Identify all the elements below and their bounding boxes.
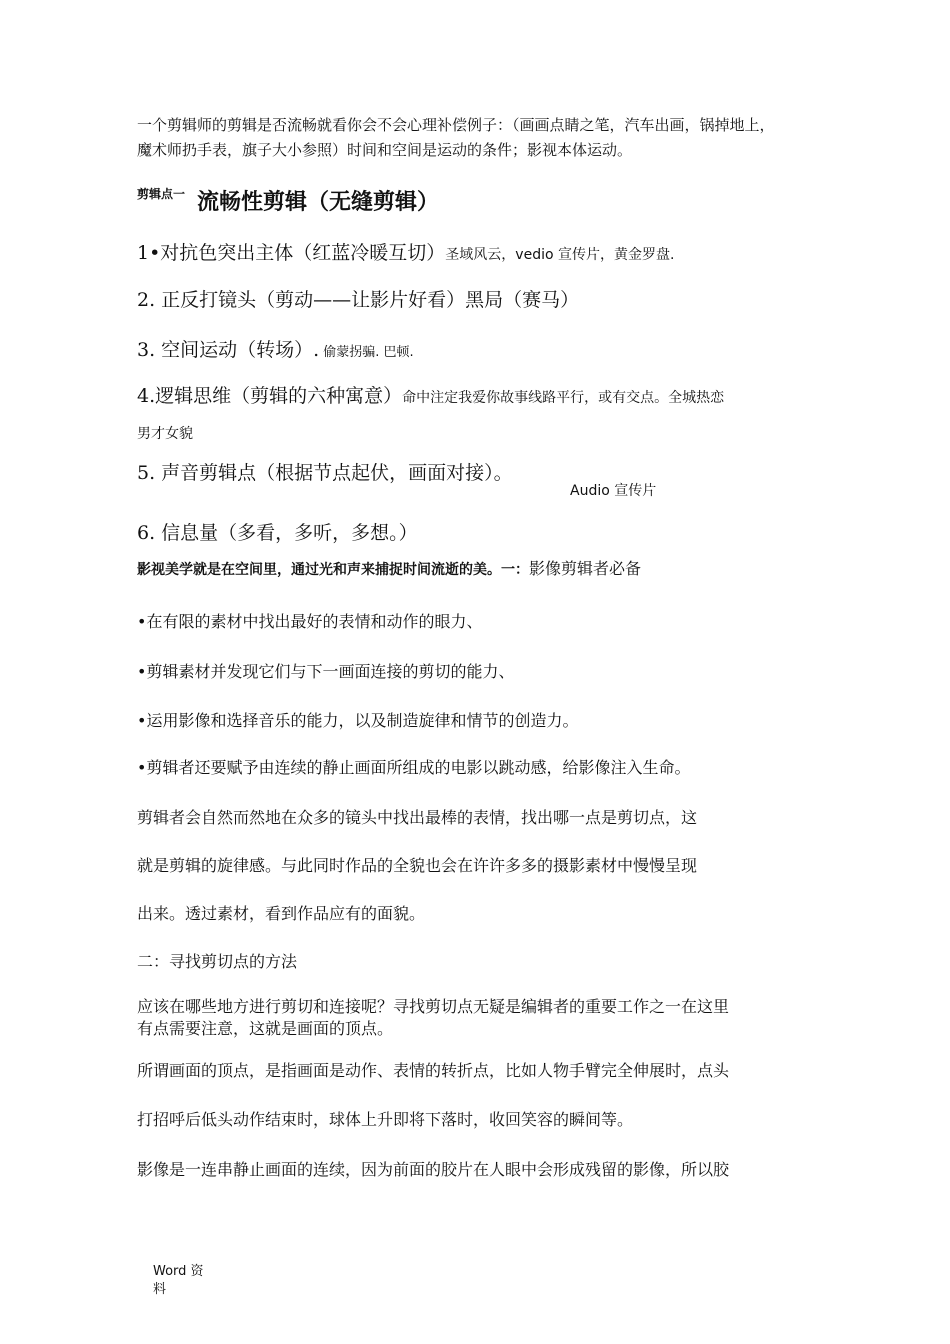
paragraph-line: 影像是一连串静止画面的连续，因为前面的胶片在人眼中会形成残留的影像，所以胶 [137,1160,730,1179]
paragraph-line: 剪辑者会自然而然地在众多的镜头中找出最棒的表情，找出哪一点是剪切点，这 [137,808,698,827]
paragraph-line: 有点需要注意，这就是画面的顶点。 [137,1019,394,1038]
bullet-item: •剪辑素材并发现它们与下一画面连接的剪切的能力、 [137,662,515,681]
item-note-continued: 男才女貌 [137,426,193,442]
list-item [137,381,724,408]
aesthetics-normal: 影像剪辑者必备 [529,559,642,578]
aesthetics-bold: 影视美学就是在空间里，通过光和声来捕捉时间流逝的美。一： [137,562,529,578]
aesthetics-line [137,556,641,579]
list-item [137,335,414,362]
footer-line-2: 料 [153,1282,167,1297]
list-item: 6. 信息量（多看，多听，多想。） [137,522,418,544]
item-note: 命中注定我爱你故事线路平行，或有交点。全城热恋 [402,390,725,406]
paragraph-line: 应该在哪些地方进行剪切和连接呢？寻找剪切点无疑是编辑者的重要工作之一在这里 [137,997,730,1016]
item-main: 3. 空间运动（转场）. [137,339,320,361]
item-main: 4.逻辑思维（剪辑的六种寓意） [137,385,403,407]
paragraph-line: 出来。透过素材，看到作品应有的面貌。 [137,904,426,923]
paragraph-line: 所谓画面的顶点，是指画面是动作、表情的转折点，比如人物手臂完全伸展时，点头 [137,1061,730,1080]
list-item: 2. 正反打镜头（剪动——让影片好看）黑局（赛马） [137,289,580,311]
list-item [137,238,674,265]
footer-line-1: Word 资 [153,1264,204,1279]
item-note: 偷蒙拐骗. 巴顿. [323,345,414,360]
intro-line-2: 魔术师扔手表，旗子大小参照）时间和空间是运动的条件；影视本体运动。 [137,141,633,159]
item-main: 1•对抗色突出主体（红蓝冷暖互切） [137,242,446,264]
bullet-item: •在有限的素材中找出最好的表情和动作的眼力、 [137,612,483,631]
section-heading: 二：寻找剪切点的方法 [137,952,298,971]
item-note: Audio 宣传片 [570,483,657,499]
item-note: 圣域风云，vedio 宣传片，黄金罗盘. [445,247,675,263]
intro-line-1: 一个剪辑师的剪辑是否流畅就看你会不会心理补偿例子：（画画点睛之笔，汽车出画，锅掉地上， [137,116,775,134]
paragraph-line: 打招呼后低头动作结束时，球体上升即将下落时，收回笑容的瞬间等。 [137,1110,634,1129]
bullet-item: •运用影像和选择音乐的能力，以及制造旋律和情节的创造力。 [137,711,579,730]
paragraph-line: 就是剪辑的旋律感。与此同时作品的全貌也会在许许多多的摄影素材中慢慢呈现 [137,856,698,875]
list-item: 5. 声音剪辑点（根据节点起伏，画面对接）。 [137,462,513,484]
heading-prefix: 剪辑点一 [137,187,186,201]
heading-title: 流畅性剪辑（无缝剪辑） [197,190,440,215]
bullet-item: •剪辑者还要赋予由连续的静止画面所组成的电影以跳动感，给影像注入生命。 [137,758,691,777]
